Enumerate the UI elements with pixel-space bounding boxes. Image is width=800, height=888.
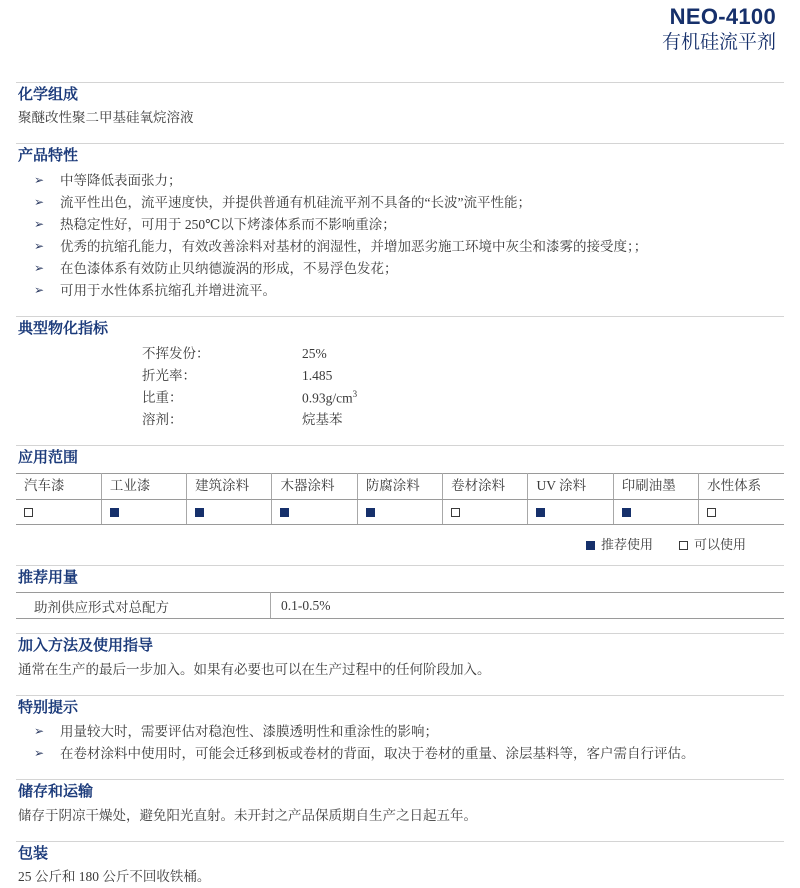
- product-code: NEO-4100: [669, 4, 776, 29]
- section-properties: [16, 316, 784, 431]
- composition-text: 聚醚改性聚二甲基硅氧烷溶液: [18, 110, 194, 126]
- property-value: 烷基苯: [302, 412, 343, 428]
- section-notes: [16, 695, 784, 766]
- application-column-header: 水性体系: [699, 473, 784, 499]
- section-storage: [16, 779, 784, 826]
- checkbox-open-icon[interactable]: [707, 508, 716, 517]
- legend-item: [586, 534, 653, 553]
- legend-item: [679, 534, 746, 553]
- feature-item: [16, 280, 784, 302]
- storage-text: 储存于阴凉干燥处，避免阳光直射。未开封之产品保质期自生产之日起五年。: [18, 807, 477, 823]
- applications-header-row: [16, 473, 784, 499]
- feature-item: [16, 170, 784, 192]
- application-column-header: UV 涂料: [528, 473, 613, 499]
- checkbox-open-icon[interactable]: [24, 508, 33, 517]
- application-column-header: 木器涂料: [272, 473, 357, 499]
- dosage-label: 助剂供应形式对总配方: [16, 593, 271, 619]
- application-column-header: 防腐涂料: [357, 473, 442, 499]
- checkbox-filled-icon[interactable]: [536, 508, 545, 517]
- property-value: 1.485: [302, 368, 333, 384]
- note-item-text: 在卷材涂料中使用时，可能会迁移到板或卷材的背面，取决于卷材的重量、涂层基料等，客户需自行评估。: [60, 746, 695, 762]
- section-rule: [16, 633, 784, 634]
- feature-item-text: 流平性出色，流平速度快，并提供普通有机硅流平剂不具备的“长波”流平性能；: [60, 194, 531, 210]
- property-row: [16, 365, 542, 387]
- property-key: 不挥发份：: [142, 346, 210, 362]
- section-rule: [16, 779, 784, 780]
- packaging-heading: 包装: [18, 845, 49, 862]
- section-rule: [16, 82, 784, 83]
- applications-heading: 应用范围: [18, 450, 79, 467]
- application-checkbox-cell[interactable]: [187, 499, 272, 524]
- property-value: 25%: [302, 346, 327, 362]
- dosage-value: 0.1-0.5%: [271, 593, 785, 619]
- section-rule: [16, 565, 784, 566]
- property-row: [16, 387, 542, 409]
- application-column-header: 卷材涂料: [443, 473, 528, 499]
- bullet-arrow-icon: ➢: [34, 238, 45, 253]
- feature-item-text: 优秀的抗缩孔能力，有效改善涂料对基材的润湿性，并增加恶劣施工环境中灰尘和漆雾的接受度；；: [60, 238, 648, 254]
- application-column-header: 工业漆: [101, 473, 186, 499]
- section-rule: [16, 143, 784, 144]
- feature-item: [16, 192, 784, 214]
- section-rule: [16, 316, 784, 317]
- property-key: 比重：: [142, 390, 183, 406]
- section-rule: [16, 841, 784, 842]
- note-item: [16, 721, 784, 743]
- bullet-arrow-icon: ➢: [34, 260, 45, 275]
- property-key: 折光率：: [142, 368, 196, 384]
- dosage-heading: 推荐用量: [18, 569, 79, 586]
- bullet-arrow-icon: ➢: [34, 194, 45, 209]
- application-checkbox-cell[interactable]: [272, 499, 357, 524]
- packaging-text: 25 公斤和 180 公斤不回收铁桶。: [18, 869, 211, 885]
- applications-table-wrap: [16, 473, 784, 553]
- checkbox-filled-icon: [586, 541, 595, 550]
- bullet-arrow-icon: ➢: [34, 172, 45, 187]
- note-item-text: 用量较大时，需要评估对稳泡性、漆膜透明性和重涂性的影响；: [60, 724, 438, 740]
- section-packaging: [16, 841, 784, 888]
- application-checkbox-cell[interactable]: [16, 499, 101, 524]
- section-applications: [16, 445, 784, 553]
- usage-text: 通常在生产的最后一步加入。如果有必要也可以在生产过程中的任何阶段加入。: [18, 661, 491, 677]
- application-checkbox-cell[interactable]: [101, 499, 186, 524]
- feature-item-text: 在色漆体系有效防止贝纳德漩涡的形成，不易浮色发花；: [60, 260, 398, 276]
- bullet-arrow-icon: ➢: [34, 282, 45, 297]
- document-header: [16, 0, 784, 56]
- checkbox-open-icon: [679, 541, 688, 550]
- application-column-header: 印刷油墨: [613, 473, 698, 499]
- section-dosage: [16, 565, 784, 620]
- feature-item: [16, 236, 784, 258]
- property-key: 溶剂：: [142, 412, 183, 428]
- notes-list: [16, 721, 784, 765]
- application-checkbox-cell[interactable]: [443, 499, 528, 524]
- feature-item-text: 可用于水性体系抗缩孔并增进流平。: [60, 282, 276, 298]
- properties-table: [16, 343, 542, 431]
- feature-item-text: 热稳定性好，可用于 250℃以下烤漆体系而不影响重涂；: [60, 216, 396, 232]
- application-checkbox-cell[interactable]: [699, 499, 784, 524]
- feature-item-text: 中等降低表面张力；: [60, 172, 182, 188]
- bullet-arrow-icon: ➢: [34, 746, 45, 761]
- bullet-arrow-icon: ➢: [34, 724, 45, 739]
- property-value: $0.93g/cm^3$: [302, 389, 358, 406]
- section-composition: [16, 82, 784, 129]
- property-value-exponent: 3: [352, 389, 358, 400]
- application-checkbox-cell[interactable]: [613, 499, 698, 524]
- dosage-row: [16, 593, 784, 619]
- checkbox-open-icon[interactable]: [451, 508, 460, 517]
- properties-heading: 典型物化指标: [18, 320, 109, 337]
- checkbox-filled-icon[interactable]: [622, 508, 631, 517]
- notes-heading: 特别提示: [18, 699, 79, 716]
- section-rule: [16, 695, 784, 696]
- usage-heading: 加入方法及使用指导: [18, 638, 154, 655]
- section-features: [16, 143, 784, 302]
- application-checkbox-cell[interactable]: [357, 499, 442, 524]
- applications-legend: [16, 534, 784, 553]
- dosage-table: [16, 592, 784, 619]
- section-rule: [16, 445, 784, 446]
- applications-table: [16, 473, 784, 525]
- application-checkbox-cell[interactable]: [528, 499, 613, 524]
- feature-item: [16, 258, 784, 280]
- section-usage: [16, 633, 784, 680]
- checkbox-filled-icon[interactable]: [366, 508, 375, 517]
- checkbox-filled-icon[interactable]: [195, 508, 204, 517]
- composition-heading: 化学组成: [18, 86, 79, 103]
- legend-label: 推荐使用: [600, 536, 653, 552]
- checkbox-filled-icon[interactable]: [110, 508, 119, 517]
- note-item: [16, 743, 784, 765]
- application-column-header: 建筑涂料: [187, 473, 272, 499]
- property-row: [16, 343, 542, 365]
- bullet-arrow-icon: ➢: [34, 216, 45, 231]
- application-column-header: 汽车漆: [16, 473, 101, 499]
- storage-heading: 储存和运输: [18, 784, 94, 801]
- legend-label: 可以使用: [693, 536, 746, 552]
- feature-item: [16, 214, 784, 236]
- features-heading: 产品特性: [18, 148, 79, 165]
- checkbox-filled-icon[interactable]: [280, 508, 289, 517]
- property-row: [16, 409, 542, 431]
- applications-checkbox-row: [16, 499, 784, 524]
- product-subtitle: 有机硅流平剂: [661, 32, 776, 54]
- features-list: [16, 170, 784, 302]
